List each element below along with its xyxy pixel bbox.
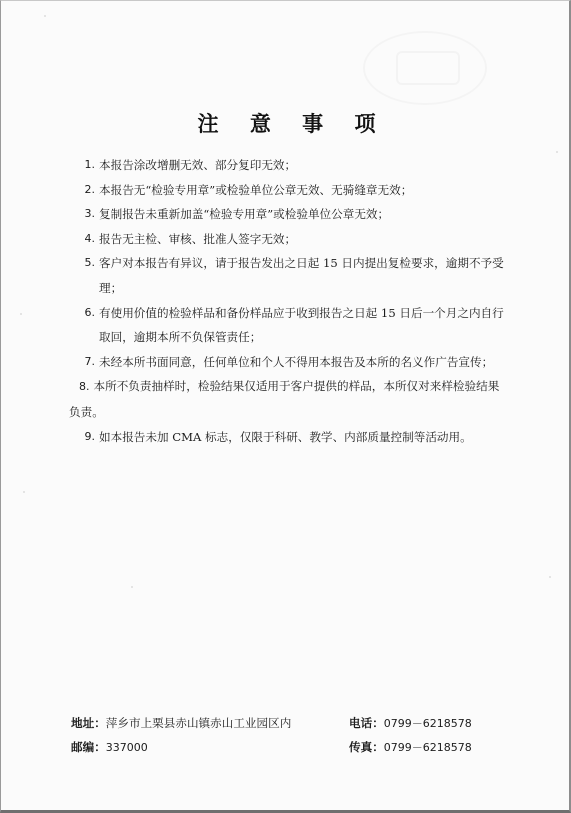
notice-text: 报告无主检、审核、批准人签字无效； <box>99 231 297 246</box>
contact-footer <box>71 711 491 759</box>
postcode-label: 邮编： <box>71 740 106 754</box>
notice-text: 本所不负责抽样时，检验结果仅适用于客户提供的样品，本所仅对来样检验结果 <box>93 379 500 394</box>
notice-item <box>69 153 529 178</box>
fax-value: 0799－6218578 <box>383 741 472 754</box>
notice-text: 本报告无“检验专用章”或检验单位公章无效、无骑缝章无效； <box>99 182 413 197</box>
scan-speck <box>131 586 133 588</box>
notice-item <box>69 350 529 375</box>
notice-text-continuation: 负责。 <box>69 404 104 419</box>
notice-number: 4. <box>84 231 95 245</box>
notice-item <box>69 374 529 424</box>
fax-label: 传真： <box>349 740 384 754</box>
postcode-value: 337000 <box>105 741 148 754</box>
scan-speck <box>20 313 22 315</box>
scan-speck <box>556 151 558 153</box>
notice-text-continuation: 取回，逾期本所不负保管责任； <box>99 330 262 345</box>
notice-text: 客户对本报告有异议，请于报告发出之日起 15 日内提出复检要求，逾期不予受 <box>99 256 504 271</box>
notice-number: 2. <box>84 182 95 196</box>
page-title: 注 意 事 项 <box>197 111 388 136</box>
notice-text: 如本报告未加 CMA 标志，仅限于科研、教学、内部质量控制等活动用。 <box>99 429 472 444</box>
notice-text: 有使用价值的检验样品和备份样品应于收到报告之日起 15 日后一个月之内自行 <box>99 305 504 320</box>
scan-speck <box>549 576 551 578</box>
notice-text: 未经本所书面同意，任何单位和个人不得用本报告及本所的名义作广告宣传； <box>99 354 494 369</box>
notice-list <box>69 153 529 449</box>
address-label: 地址： <box>71 716 106 730</box>
notice-number: 5. <box>84 256 95 270</box>
notice-number: 8. <box>79 380 90 394</box>
notice-item <box>69 301 529 350</box>
notice-item <box>69 251 529 300</box>
footer-row-postcode <box>71 735 491 759</box>
notice-item <box>69 178 529 203</box>
address-value: 萍乡市上栗县赤山镇赤山工业园区内 <box>105 716 292 730</box>
notice-item <box>69 202 529 227</box>
postcode-block <box>71 735 148 760</box>
notice-number: 6. <box>84 305 95 319</box>
notice-text: 本报告涂改增删无效、部分复印无效； <box>99 158 297 172</box>
notice-number: 1. <box>84 158 95 171</box>
address-block <box>71 711 291 735</box>
scan-speck <box>44 15 46 17</box>
phone-block <box>349 711 472 736</box>
phone-value: 0799－6218578 <box>383 717 472 730</box>
notice-item <box>69 227 529 252</box>
notice-text-continuation: 理； <box>99 280 123 295</box>
notice-item <box>69 425 529 450</box>
footer-row-address <box>71 711 491 735</box>
notice-number: 7. <box>84 354 95 368</box>
notice-number: 9. <box>84 429 95 443</box>
fax-block <box>349 735 472 760</box>
scan-speck <box>23 491 25 493</box>
faded-stamp-inner-mark <box>396 51 460 85</box>
phone-label: 电话： <box>349 716 384 730</box>
notice-number: 3. <box>84 207 95 221</box>
notice-text: 复制报告未重新加盖“检验专用章”或检验单位公章无效； <box>99 207 390 222</box>
